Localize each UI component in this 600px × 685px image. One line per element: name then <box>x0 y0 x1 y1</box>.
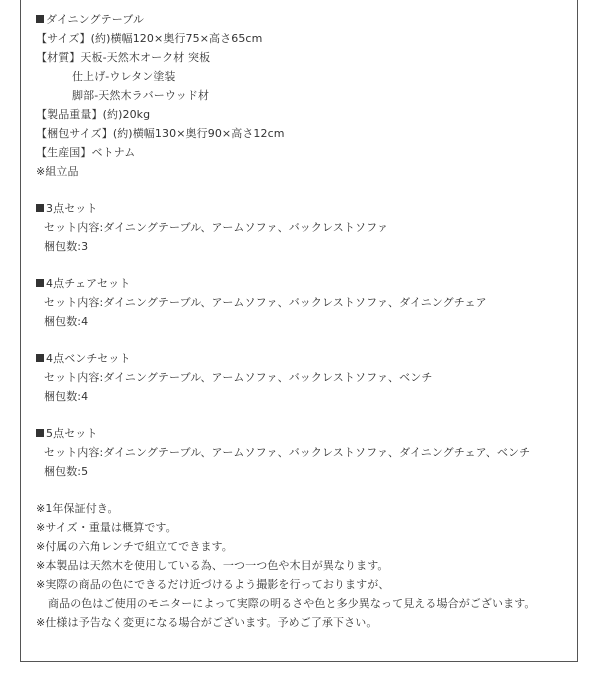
note-warranty: ※1年保証付き。 <box>36 502 119 515</box>
set-heading <box>36 199 576 218</box>
set-title: 3点セット <box>46 202 98 215</box>
set-contents: セット内容:ダイニングテーブル、アームソファ、バックレストソファ、ダイニングチェア <box>44 296 487 309</box>
set-heading <box>36 274 576 293</box>
table-section-heading <box>36 10 576 29</box>
set-contents: セット内容:ダイニングテーブル、アームソファ、バックレストソファ、ダイニングチェア、ベンチ <box>44 446 531 459</box>
note-color-continued: 商品の色はご使用のモニターによって実際の明るさや色と多少異なって見える場合がございます。 <box>48 597 536 610</box>
spec-assembly: ※組立品 <box>36 165 79 178</box>
spec-origin: 【生産国】ベトナム <box>36 146 136 159</box>
spec-package-size: 【梱包サイズ】(約)横幅130×奥行90×高さ12cm <box>36 127 285 140</box>
set-contents: セット内容:ダイニングテーブル、アームソファ、バックレストソファ、ベンチ <box>44 371 433 384</box>
set-package-count: 梱包数:3 <box>44 240 89 253</box>
spec-material-finish: 仕上げ-ウレタン塗装 <box>72 70 176 83</box>
note-wood: ※本製品は天然木を使用している為、一つ一つ色や木目が異なります。 <box>36 559 389 572</box>
product-spec-document <box>36 10 576 632</box>
bullet-square-icon <box>36 429 44 437</box>
spec-weight: 【製品重量】(約)20kg <box>36 108 151 121</box>
bullet-square-icon <box>36 279 44 287</box>
set-contents: セット内容:ダイニングテーブル、アームソファ、バックレストソファ <box>44 221 389 234</box>
set-title: 4点チェアセット <box>46 277 131 290</box>
table-title: ダイニングテーブル <box>46 13 145 26</box>
note-wrench: ※付属の六角レンチで組立てできます。 <box>36 540 233 553</box>
set-title: 4点ベンチセット <box>46 352 131 365</box>
set-title: 5点セット <box>46 427 98 440</box>
spec-size: 【サイズ】(約)横幅120×奥行75×高さ65cm <box>36 32 263 45</box>
note-spec-change: ※仕様は予告なく変更になる場合がございます。予めご了承下さい。 <box>36 616 378 629</box>
note-approx: ※サイズ・重量は概算です。 <box>36 521 177 534</box>
bullet-square-icon <box>36 15 44 23</box>
spec-material: 【材質】天板-天然木オーク材 突板 <box>36 51 211 64</box>
spec-material-legs: 脚部-天然木ラバーウッド材 <box>72 89 210 102</box>
set-package-count: 梱包数:5 <box>44 465 89 478</box>
note-color: ※実際の商品の色にできるだけ近づけるよう撮影を行っておりますが、 <box>36 578 390 591</box>
bullet-square-icon <box>36 204 44 212</box>
bullet-square-icon <box>36 354 44 362</box>
set-package-count: 梱包数:4 <box>44 390 89 403</box>
set-heading <box>36 349 576 368</box>
set-package-count: 梱包数:4 <box>44 315 89 328</box>
set-heading <box>36 424 576 443</box>
